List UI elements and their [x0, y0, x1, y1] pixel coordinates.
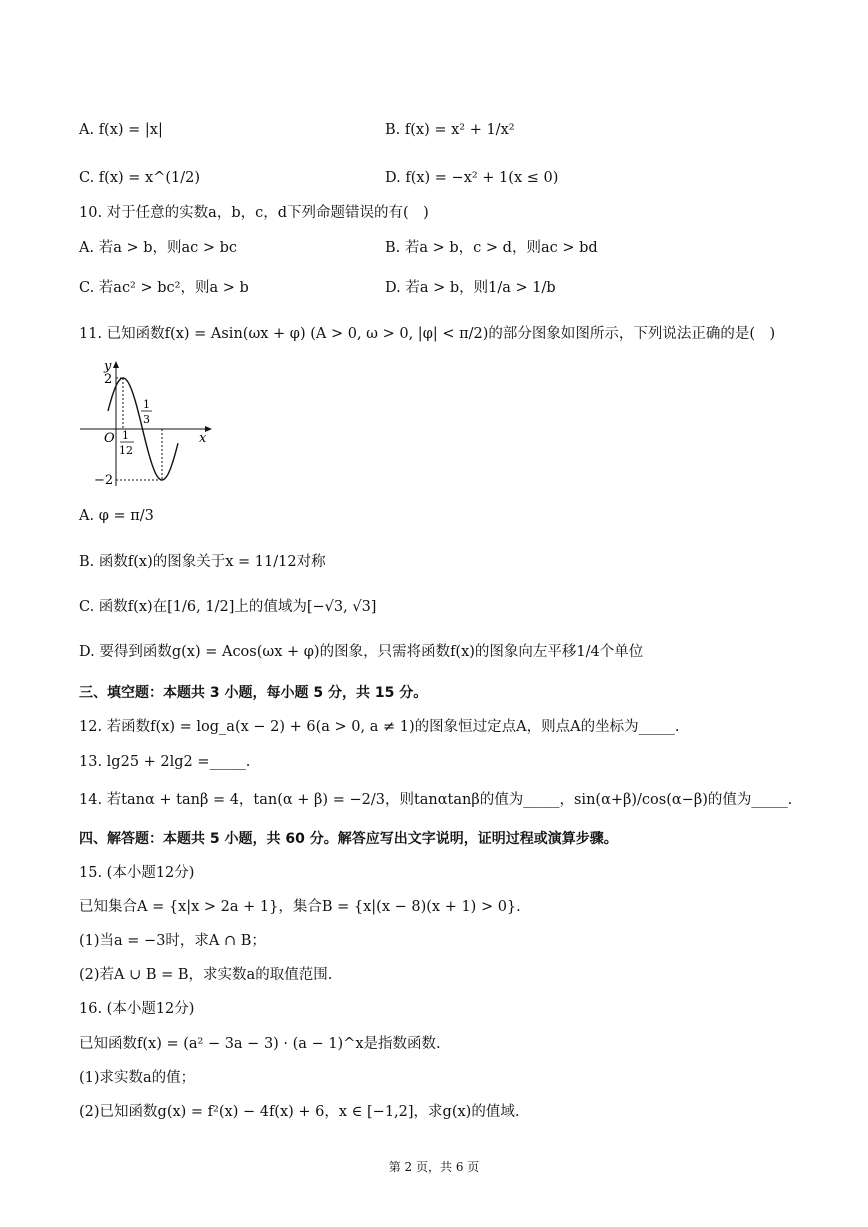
q15-stem: 已知集合A = {x|x > 2a + 1}，集合B = {x|(x − 8)(x + 1) > 0}. [79, 899, 521, 915]
q10-option-d: D. 若a > b，则1/a > 1/b [385, 280, 556, 296]
section-4-heading: 四、解答题：本题共 5 小题，共 60 分。解答应写出文字说明，证明过程或演算步骤。 [79, 831, 618, 847]
question-13: 13. lg25 + 2lg2 =_____. [79, 754, 251, 770]
question-15: 15. (本小题12分) [79, 865, 195, 881]
tick-1-12-den: 12 [119, 444, 133, 457]
q11-option-b: B. 函数f(x)的图象关于x = 11/12对称 [79, 554, 326, 570]
option-a: A. f(x) = |x| [79, 122, 163, 138]
q10-option-a: A. 若a > b，则ac > bc [79, 240, 238, 256]
q11-option-d: D. 要得到函数g(x) = Acos(ωx + φ)的图象，只需将函数f(x)的图象向左平移1/4个单位 [79, 644, 644, 660]
sine-graph [76, 358, 216, 488]
y-axis-arrow [113, 361, 119, 368]
x-label: x [199, 431, 207, 446]
option-d: D. f(x) = −x² + 1(x ≤ 0) [385, 170, 559, 186]
max-label: 2 [104, 372, 113, 387]
section-3-heading: 三、填空题：本题共 3 小题，每小题 5 分，共 15 分。 [79, 685, 428, 701]
q16-stem: 已知函数f(x) = (a² − 3a − 3) · (a − 1)^x是指数函数. [79, 1036, 441, 1052]
question-12: 12. 若函数f(x) = log_a(x − 2) + 6(a > 0, a ≠ 1)的图象恒过定点A，则点A的坐标为_____. [79, 719, 680, 735]
min-label: −2 [94, 473, 114, 488]
question-14: 14. 若tanα + tanβ = 4，tan(α + β) = −2/3，则tanαtanβ的值为_____，sin(α+β)/cos(α−β)的值为_____. [79, 792, 793, 808]
tick-1-3-num: 1 [143, 398, 150, 411]
q15-part-1: (1)当a = −3时，求A ∩ B； [79, 933, 266, 949]
page-footer: 第 2 页，共 6 页 [388, 1160, 480, 1174]
q16-part-2: (2)已知函数g(x) = f²(x) − 4f(x) + 6，x ∈ [−1,2]，求g(x)的值域. [79, 1104, 520, 1120]
q11-option-c: C. 函数f(x)在[1/6, 1/2]上的值域为[−√3, √3] [79, 599, 377, 615]
origin-label: O [104, 431, 115, 446]
q15-part-2: (2)若A ∪ B = B，求实数a的取值范围. [79, 967, 333, 983]
q10-option-c: C. 若ac² > bc²，则a > b [79, 280, 249, 296]
tick-1-3-den: 3 [143, 413, 150, 426]
option-c: C. f(x) = x^(1/2) [79, 170, 200, 186]
q10-option-b: B. 若a > b，c > d，则ac > bd [385, 240, 598, 256]
question-11: 11. 已知函数f(x) = Asin(ωx + φ) (A > 0, ω > 0, |φ| < π/2)的部分图象如图所示，下列说法正确的是( ) [79, 326, 776, 342]
tick-1-12-num: 1 [122, 429, 129, 442]
q16-part-1: (1)求实数a的值； [79, 1070, 196, 1086]
y-label: y [104, 359, 112, 374]
q11-option-a: A. φ = π/3 [79, 508, 154, 524]
question-16: 16. (本小题12分) [79, 1001, 195, 1017]
question-10: 10. 对于任意的实数a，b，c，d下列命题错误的有( ) [79, 205, 429, 221]
option-b: B. f(x) = x² + 1/x² [385, 122, 515, 138]
